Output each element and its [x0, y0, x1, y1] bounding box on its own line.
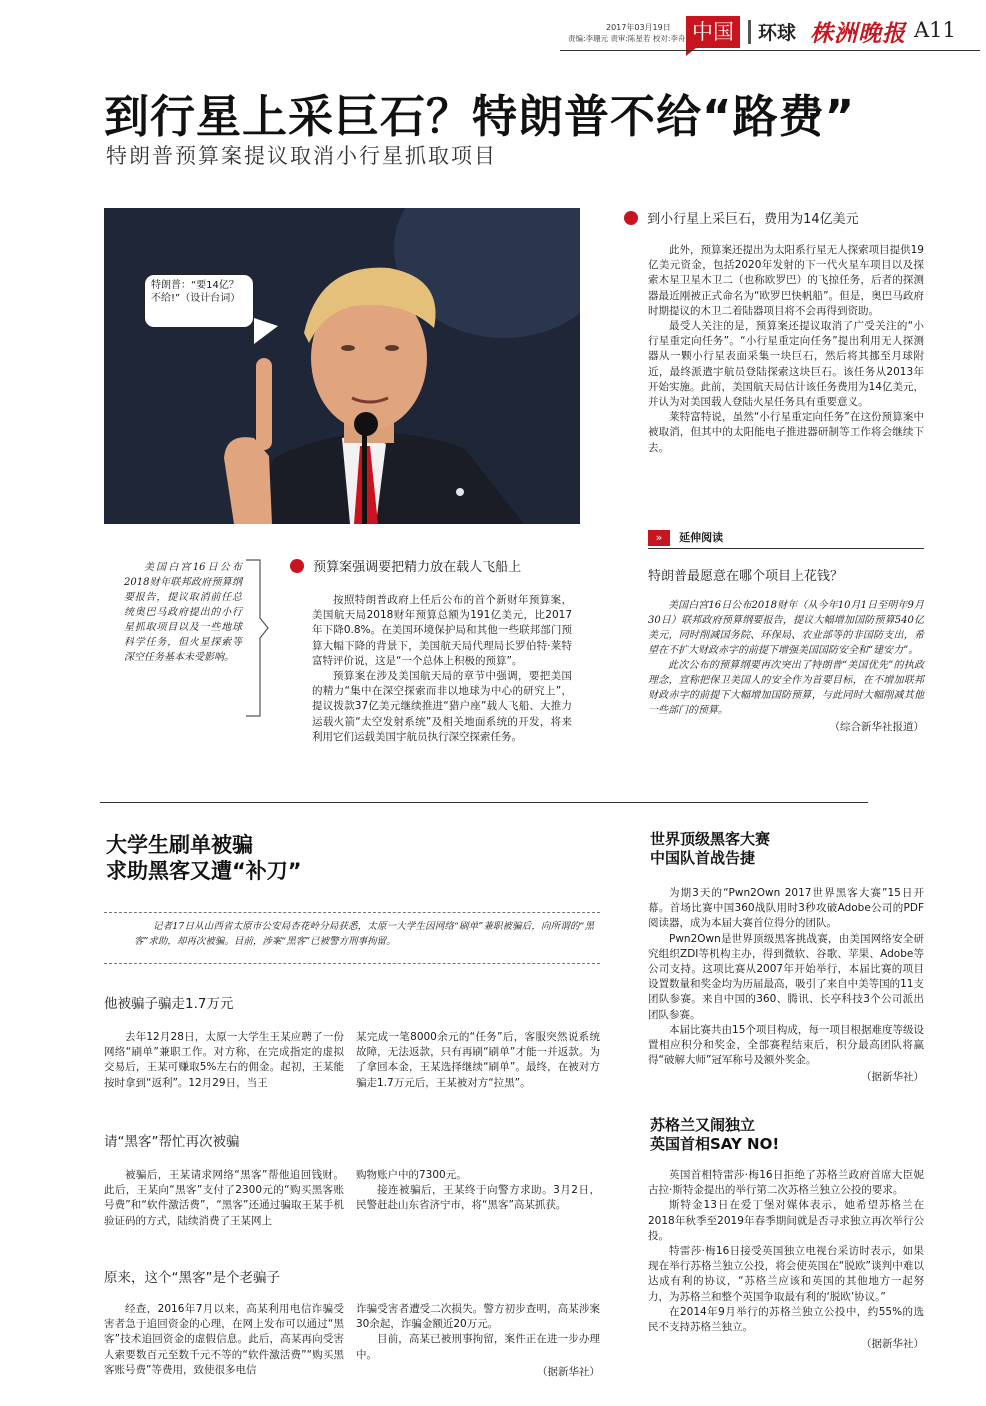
- hacker-lead: 记者17日从山西省太原市公安局杏花岭分局获悉，太原一大学生因网络“刷单”兼职被骗后，向所谓的“黑客”求助，却再次被骗。目前，涉案“黑客”已被警方刑事拘留。: [134, 921, 594, 947]
- hacker-sub3-col1: 经查，2016年7月以来，高某利用电信诈骗受害者急于追回资金的心理，在网上发布可以通过“黑客”技术追回资金的虚假信息。此后，高某再向受害人索要数百元至数千元不等的“软件激活费”“购买黑客账号费”等费用，致使很多电信: [104, 1303, 344, 1376]
- pwn-body: [648, 886, 924, 1085]
- asteroid-paragraph: 莱特富特说，虽然“小行星重定向任务”在这份预算案中被取消，但其中的太阳能电子推进器研制等工作将会继续下去。: [648, 411, 924, 454]
- pwn-headline-line1: 世界顶级黑客大赛: [650, 830, 771, 848]
- scot-body: [648, 1168, 924, 1352]
- budget-section: [290, 556, 572, 745]
- asteroid-paragraph: 此外，预算案还提出为太阳系行星无人探索项目提供19亿美元资金，包括2020年发射的下一代火星车项目以及探索木星卫星木卫二（也称欧罗巴）的飞掠任务，后者的探测器最近刚被正式命名为“欧罗巴快帆船”。但是，奥巴马政府时期提议的木卫二着陆器项目将不会再得到资助。: [648, 244, 924, 317]
- hacker-subhead-2: 请“黑客”帮忙再次被骗: [104, 1134, 240, 1150]
- photo-illustration: [104, 208, 580, 524]
- hacker-sub2-col2: 购物账户中的7300元。 接连被骗后，王某终于向警方求助。3月2日，民警赶赴山东省济宁市，将“黑客”高某抓获。: [356, 1169, 600, 1212]
- extended-reading: [648, 530, 924, 735]
- hacker-headline-full: [0, 0, 1, 1]
- trump-photo: [104, 208, 580, 524]
- scot-source: （据新华社）: [861, 1338, 924, 1351]
- extended-tag-row: [648, 530, 924, 549]
- pwn-paragraph: 为期3天的“Pwn2Own 2017世界黑客大赛”15日开幕。首场比赛中国360战队用时3秒攻破Adobe公司的PDF阅读器，成为本届大赛首位得分的团队。: [648, 887, 924, 930]
- extended-tag: 延伸阅读: [679, 531, 724, 544]
- hacker-headline: [106, 832, 302, 884]
- hacker-headline-line2: 求助黑客又遭“补刀”: [106, 859, 302, 883]
- masthead-editors: 责编:李珊元 责审:陈星若 校对:李舟: [568, 34, 686, 43]
- pwn-source: （据新华社）: [861, 1071, 924, 1084]
- budget-paragraph: 预算案在涉及美国航天局的章节中强调，要把美国的精力“集中在深空探索而非以地球为中心的研究上”，提议拨款37亿美元继续推进“猎户座”载人飞船、大推力运载火箭“太空发射系统”及相关地面系统的开发，将来利用它们运载美国宇航员执行深空探索任务。: [312, 670, 572, 743]
- hacker-subhead-1: 他被骗子骗走1.7万元: [104, 996, 234, 1012]
- budget-paragraph: 按照特朗普政府上任后公布的首个新财年预算案，美国航天局2018财年预算总额为191亿美元，比2017年下降0.8%。在美国环境保护局和其他一些联邦部门预算大幅下降的背景下，美国航天局代理局长罗伯特·莱特富特评价说，这是“一个总体上积极的预算”。: [312, 594, 572, 667]
- section-flag-china: [686, 16, 740, 48]
- scot-headline-line2: 英国首相SAY NO!: [650, 1135, 780, 1153]
- scot-paragraph: 特雷莎·梅16日接受英国独立电视台采访时表示，如果现在举行苏格兰独立公投，将会使英国在“脱欧”谈判中难以达成有利的协议，“苏格兰应该和英国的其他地方一起努力，为苏格兰和整个英国争取最有利的‘脱欧’协议。”: [648, 1245, 924, 1303]
- scot-paragraph: 在2014年9月举行的苏格兰独立公投中，约55%的选民不支持苏格兰独立。: [648, 1305, 924, 1334]
- pwn-headline-line2: 中国队首战告捷: [650, 849, 756, 867]
- scot-paragraph: 斯特金13日在爱丁堡对媒体表示，她希望苏格兰在2018年秋季至2019年春季期间就是否寻求独立再次举行公投。: [648, 1199, 924, 1242]
- asteroid-heading: 到小行星上采巨石，费用为14亿美元: [624, 208, 924, 227]
- hacker-source: （据新华社）: [537, 1365, 600, 1378]
- hacker-sub2-col1: 被骗后，王某请求网络“黑客”帮他追回钱财。此后，王某向“黑客”支付了2300元的“购买黑客账号费”和“软件激活费”，“黑客”还通过骗取王某手机验证码的方式，陆续消费了王某网上: [104, 1169, 344, 1227]
- hacker-headline-line1: 大学生刷单被骗: [106, 833, 253, 857]
- asteroid-section: [624, 208, 924, 456]
- hacker-subhead-3: 原来，这个“黑客”是个老骗子: [104, 1270, 280, 1286]
- pwn-headline: [650, 830, 770, 868]
- section-global: 环球: [758, 22, 797, 44]
- red-dot-icon: [290, 559, 304, 573]
- extended-question: 特朗普最愿意在哪个项目上花钱？: [648, 569, 844, 584]
- photo-caption: [124, 560, 242, 665]
- hacker-sub1-col2: 某完成一笔8000余元的“任务”后，客服突然说系统故障，无法返款，只有再刷“刷单”才能一并返款。为了拿回本金，王某选择继续“刷单”。最终，在被对方骗走1.7万元后，王某被对方“拉黑”。: [356, 1031, 600, 1089]
- scot-headline: [650, 1116, 779, 1154]
- masthead-rule: [560, 50, 980, 51]
- pwn-paragraph: 本届比赛共由15个项目构成，每一项目根据难度等级设置相应积分和奖金，全部赛程结束后，积分最高团队将赢得“破解大师”冠军称号及额外奖金。: [648, 1023, 924, 1067]
- section-flag-text: 中国: [692, 20, 734, 44]
- double-chevron-icon: »: [648, 530, 670, 546]
- caption-bracket: [244, 558, 274, 718]
- masthead-date: 2017年03月19日: [606, 23, 671, 32]
- hacker-sub3-col2: 诈骗受害者遭受二次损失。警方初步查明，高某涉案30余起，诈骗金额近20万元。 目前，高某已被刑事拘留，案件正在进一步办理中。 （据新华社）: [356, 1303, 600, 1378]
- scot-paragraph: 英国首相特雷莎·梅16日拒绝了苏格兰政府首席大臣妮古拉·斯特金提出的举行第二次苏格兰独立公投的要求。: [648, 1169, 924, 1197]
- headline-title: 到行星上采巨石？特朗普不给“路费”: [104, 90, 856, 143]
- extended-paragraph: 此次公布的预算纲要再次突出了特朗普“美国优先”的执政理念，宣称把保卫美国人的安全作为首要目标，在不增加联邦财政赤字的前提下大幅增加国防预算，与此同时大幅削减其他一些部门的预算。: [648, 660, 924, 716]
- asteroid-paragraph: 最受人关注的是，预算案还提议取消了广受关注的“小行星重定向任务”。“小行星重定向任务”提出利用无人探测器从一颗小行星表面采集一块巨石，然后将其挪至月球附近，最终派遣宇航员登陆探索这块巨石。该任务从2013年开始实施。此前，美国航天局估计该任务费用为14亿美元，并认为对美国载人登陆火星任务具有重要意义。: [648, 320, 924, 409]
- paper-logo: 株洲晚报: [810, 20, 906, 47]
- page-number: A11: [914, 18, 956, 42]
- hacker-sub1-col1: 去年12月28日，太原一大学生王某应聘了一份网络“刷单”兼职工作。对方称，在完成指定的虚拟交易后，王某可赚取5%左右的佣金。起初，王某能按时拿到“返利”。12月29日，当王: [104, 1031, 344, 1089]
- speech-bubble: [144, 274, 254, 328]
- headline-subtitle: 特朗普预算案提议取消小行星抓取项目: [106, 144, 497, 168]
- section-divider: [100, 802, 868, 803]
- hacker-lead-box: [104, 912, 600, 964]
- speech-bubble-text: 特朗普：“要14亿？不给!”（设计台词）: [151, 280, 241, 304]
- red-dot-icon: [624, 211, 638, 225]
- extended-paragraph: 美国白宫16日公布2018财年（从今年10月1日至明年9月30日）联邦政府预算纲要报告，提议大幅增加国防预算540亿美元，同时削减国务院、环保局、农业部等的非国防支出，希望在不扩大财政赤字的前提下增强美国国防安全和“建安力”。: [648, 600, 924, 656]
- photo-caption-text: 美国白宫16日公布2018财年联邦政府预算纲要报告，提议取消前任总统奥巴马政府提出的小行星抓取项目以及一些地球科学任务，但火星探索等深空任务基本未受影响。: [124, 562, 242, 663]
- scot-headline-line1: 苏格兰又闹独立: [650, 1116, 756, 1134]
- extended-source: （综合新华社报道）: [829, 721, 924, 733]
- budget-heading: 预算案强调要把精力放在载人飞船上: [290, 556, 572, 575]
- masthead-divider: [748, 20, 751, 44]
- speech-bubble-tail: [254, 318, 278, 344]
- pwn-paragraph: Pwn2Own是世界顶级黑客挑战赛，由美国网络安全研究组织ZDI等机构主办，得到微软、谷歌、苹果、Adobe等公司支持。这项比赛从2007年开始举行，本届比赛的项目设置数量和奖金均为历届最高，吸引了来自中美等国的11支团队参赛。来自中国的360、腾讯、长亭科技3个公司派出团队参赛。: [648, 932, 924, 1021]
